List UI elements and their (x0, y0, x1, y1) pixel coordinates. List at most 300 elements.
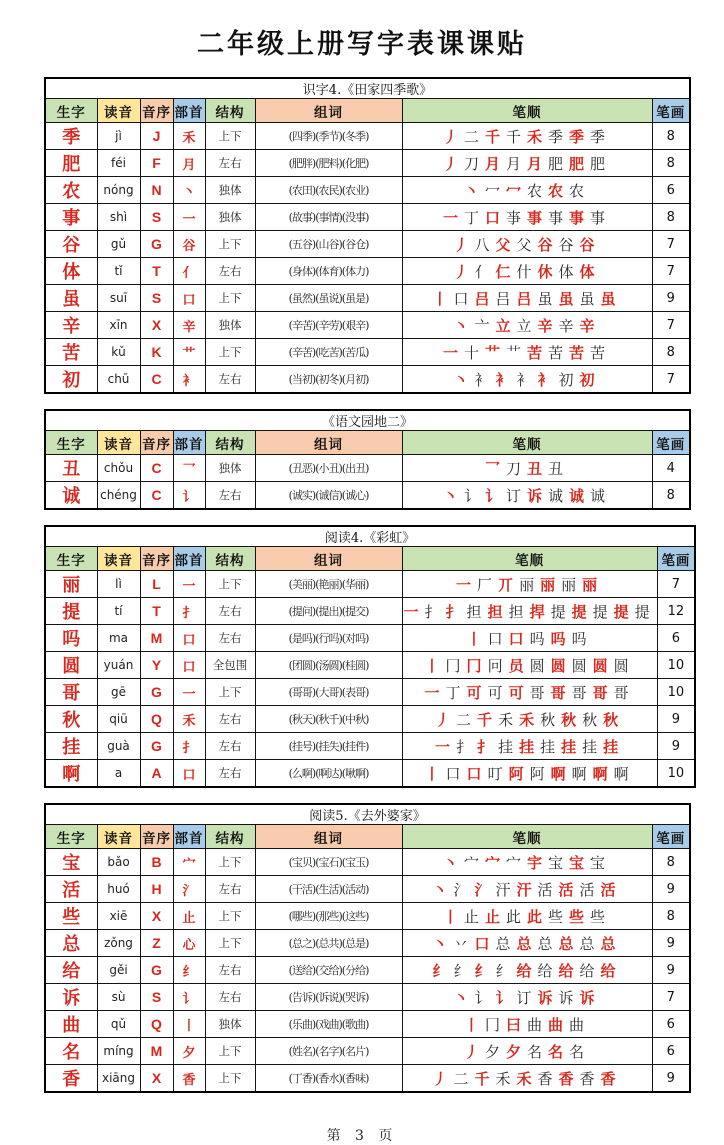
stroke-step: 丶 (432, 880, 454, 899)
stroke-step: 千 (505, 127, 527, 146)
radical-cell: 口 (173, 760, 205, 788)
stroke-step: 亻 (474, 262, 496, 281)
stroke-step: 宝 (590, 853, 612, 872)
stroke-step: 订 (505, 486, 527, 505)
pinyin-cell: gǔ (97, 231, 140, 258)
stroke-step: 千 (484, 127, 506, 146)
words-cell: (诚实)(诚信)(诚心) (255, 482, 402, 510)
stroke-step: 讠 (474, 988, 496, 1007)
stroke-step: 宝 (548, 853, 570, 872)
stroke-step: 十 (463, 343, 485, 362)
initial-cell: K (140, 339, 173, 366)
stroke-step: 初 (558, 370, 580, 389)
initial-cell: X (140, 1065, 173, 1093)
stroke-step: 丿 (432, 1069, 454, 1088)
stroke-step: 农 (569, 181, 591, 200)
column-header: 读音 (97, 825, 140, 849)
structure-cell: 独体 (205, 177, 255, 204)
stroke-order-cell (402, 760, 657, 788)
stroke-step: 丨 (424, 656, 446, 675)
stroke-step: 诉 (537, 988, 559, 1007)
stroke-step: 辛 (537, 316, 559, 335)
character-table (44, 525, 696, 788)
radical-cell: 香 (173, 1065, 205, 1093)
stroke-step: 些 (590, 907, 612, 926)
stroke-step: 丶 (453, 316, 475, 335)
structure-cell: 上下 (205, 930, 255, 957)
char-cell: 秋 (45, 706, 97, 733)
stroke-step: 氵 (474, 880, 496, 899)
structure-cell: 独体 (205, 455, 255, 482)
stroke-step: 冂 (484, 1015, 506, 1034)
char-cell: 肥 (45, 150, 97, 177)
pinyin-cell: shì (97, 204, 140, 231)
words-cell: (哪些)(那些)(这些) (255, 903, 402, 930)
stroke-order-cell (402, 679, 657, 706)
column-header: 笔画 (652, 825, 690, 849)
radical-cell: 一 (173, 204, 205, 231)
stroke-order-cell (402, 652, 657, 679)
stroke-count-cell: 9 (652, 285, 690, 312)
structure-cell: 左右 (205, 876, 255, 903)
table-row (45, 571, 695, 598)
stroke-count-cell: 6 (652, 1011, 690, 1038)
radical-cell: 一 (173, 571, 205, 598)
initial-cell: Q (140, 1011, 173, 1038)
stroke-step: 挂 (519, 737, 541, 756)
initial-cell: C (140, 366, 173, 394)
initial-cell: C (140, 455, 173, 482)
header-row (45, 547, 695, 571)
stroke-count-cell: 8 (652, 150, 690, 177)
stroke-step: 挂 (561, 737, 583, 756)
stroke-step: 体 (558, 262, 580, 281)
stroke-step: 扌 (456, 737, 478, 756)
stroke-step: 捍 (529, 602, 551, 621)
stroke-step: 香 (579, 1069, 601, 1088)
stroke-count-cell: 8 (652, 849, 690, 876)
table-row (45, 930, 690, 957)
initial-cell: B (140, 849, 173, 876)
words-cell: (丑恶)(小丑)(出丑) (255, 455, 402, 482)
stroke-step: 啊 (550, 764, 572, 783)
initial-cell: M (140, 625, 173, 652)
stroke-step: 纟 (474, 961, 496, 980)
table-row (45, 760, 695, 788)
char-cell: 诚 (45, 482, 97, 510)
stroke-count-cell: 7 (657, 571, 695, 598)
stroke-step: 此 (505, 907, 527, 926)
stroke-step: 担 (466, 602, 488, 621)
table-row (45, 957, 690, 984)
stroke-step: 圆 (571, 656, 593, 675)
char-cell: 啊 (45, 760, 97, 788)
stroke-step: 事 (569, 208, 591, 227)
stroke-step: 挂 (498, 737, 520, 756)
stroke-step: 丑 (548, 459, 570, 478)
stroke-order-cell (402, 598, 657, 625)
stroke-step: 冖 (505, 181, 527, 200)
initial-cell: G (140, 957, 173, 984)
char-cell: 事 (45, 204, 97, 231)
stroke-step: 宇 (527, 853, 549, 872)
stroke-step: 担 (508, 602, 530, 621)
stroke-step: 丨 (442, 907, 464, 926)
stroke-order-cell (402, 876, 652, 903)
radical-cell: 口 (173, 625, 205, 652)
words-cell: (干活)(生活)(活动) (255, 876, 402, 903)
page-footer: 第 3 页 (326, 1128, 398, 1144)
words-cell: (哥哥)(大哥)(表哥) (255, 679, 402, 706)
stroke-count-cell: 8 (652, 204, 690, 231)
stroke-order-cell (402, 366, 652, 394)
char-cell: 哥 (45, 679, 97, 706)
structure-cell: 左右 (205, 706, 255, 733)
stroke-step: 讠 (484, 486, 506, 505)
stroke-step: 口 (445, 764, 467, 783)
stroke-step: 衤 (474, 370, 496, 389)
initial-cell: A (140, 760, 173, 788)
structure-cell: 左右 (205, 150, 255, 177)
radical-cell: 口 (173, 285, 205, 312)
stroke-order-cell (402, 930, 652, 957)
stroke-step: 吗 (571, 629, 593, 648)
pinyin-cell: lì (97, 571, 140, 598)
column-header: 笔顺 (402, 547, 657, 571)
stroke-step: 虽 (600, 289, 622, 308)
radical-cell: 心 (173, 930, 205, 957)
stroke-step: 丿 (453, 235, 475, 254)
table-row (45, 231, 690, 258)
stroke-step: 肥 (548, 154, 570, 173)
stroke-step: 吗 (529, 629, 551, 648)
words-cell: (团圆)(汤圆)(桂圆) (255, 652, 402, 679)
stroke-count-cell: 9 (652, 876, 690, 903)
words-cell: (肥胖)(肥料)(化肥) (255, 150, 402, 177)
char-cell: 香 (45, 1065, 97, 1093)
stroke-count-cell: 9 (652, 1065, 690, 1093)
stroke-step: 事 (527, 208, 549, 227)
column-header: 部首 (173, 825, 205, 849)
radical-cell: 宀 (173, 849, 205, 876)
char-cell: 活 (45, 876, 97, 903)
words-cell: (挂号)(挂失)(挂件) (255, 733, 402, 760)
stroke-order-cell (402, 1011, 652, 1038)
stroke-step: 担 (487, 602, 509, 621)
stroke-order-cell (402, 957, 652, 984)
stroke-step: 啊 (571, 764, 593, 783)
stroke-step: 体 (579, 262, 601, 281)
table-row (45, 482, 690, 510)
radical-cell: 纟 (173, 957, 205, 984)
char-cell: 辛 (45, 312, 97, 339)
column-header: 生字 (45, 825, 97, 849)
table-row (45, 285, 690, 312)
header-row (45, 99, 690, 123)
stroke-step: 刀 (463, 154, 485, 173)
structure-cell: 左右 (205, 258, 255, 285)
pinyin-cell: xīn (97, 312, 140, 339)
stroke-count-cell: 8 (652, 123, 690, 150)
pinyin-cell: chéng (97, 482, 140, 510)
pinyin-cell: xiāng (97, 1065, 140, 1093)
structure-cell: 上下 (205, 123, 255, 150)
stroke-step: 纟 (432, 961, 454, 980)
stroke-step: 止 (463, 907, 485, 926)
stroke-step: 苦 (527, 343, 549, 362)
words-cell: (四季)(季节)(冬季) (255, 123, 402, 150)
stroke-step: 禾 (495, 1069, 517, 1088)
radical-cell: 丨 (173, 1011, 205, 1038)
column-header: 部首 (173, 99, 205, 123)
stroke-step: 亊 (505, 208, 527, 227)
structure-cell: 左右 (205, 984, 255, 1011)
stroke-step: 扌 (424, 602, 446, 621)
stroke-step: 秋 (540, 710, 562, 729)
stroke-step: 挂 (582, 737, 604, 756)
column-header: 生字 (45, 431, 97, 455)
table-row (45, 258, 690, 285)
structure-cell: 上下 (205, 231, 255, 258)
stroke-step: 苦 (590, 343, 612, 362)
stroke-count-cell: 7 (652, 258, 690, 285)
stroke-step: 诚 (548, 486, 570, 505)
stroke-step: 丿 (463, 1042, 485, 1061)
table-row (45, 1011, 690, 1038)
header-row (45, 825, 690, 849)
stroke-step: 香 (558, 1069, 580, 1088)
stroke-step: 叮 (487, 764, 509, 783)
pinyin-cell: chǒu (97, 455, 140, 482)
column-header: 结构 (205, 99, 255, 123)
stroke-order-cell (402, 706, 657, 733)
stroke-step: 汗 (516, 880, 538, 899)
initial-cell: Y (140, 652, 173, 679)
stroke-step: 香 (537, 1069, 559, 1088)
stroke-step: 订 (516, 988, 538, 1007)
radical-cell: 口 (173, 652, 205, 679)
table-row (45, 652, 695, 679)
stroke-step: 厂 (477, 575, 499, 594)
column-header: 结构 (205, 431, 255, 455)
stroke-step: 艹 (505, 343, 527, 362)
table-caption: 阅读5.《去外婆家》 (45, 804, 690, 825)
stroke-order-cell (402, 204, 652, 231)
radical-cell: 丶 (173, 177, 205, 204)
stroke-step: 什 (516, 262, 538, 281)
stroke-step: 总 (495, 934, 517, 953)
column-header: 部首 (173, 547, 205, 571)
stroke-step: 哥 (613, 683, 635, 702)
stroke-step: 吗 (550, 629, 572, 648)
stroke-step: 丽 (582, 575, 604, 594)
stroke-step: 给 (579, 961, 601, 980)
stroke-step: 辛 (579, 316, 601, 335)
stroke-step: 宀 (505, 853, 527, 872)
stroke-count-cell: 10 (657, 760, 695, 788)
stroke-step: 衤 (516, 370, 538, 389)
stroke-step: 口 (487, 629, 509, 648)
stroke-step: 哥 (529, 683, 551, 702)
column-header: 结构 (205, 547, 255, 571)
stroke-step: 挂 (540, 737, 562, 756)
stroke-count-cell: 10 (657, 652, 695, 679)
initial-cell: J (140, 123, 173, 150)
stroke-step: 曲 (527, 1015, 549, 1034)
pinyin-cell: jì (97, 123, 140, 150)
stroke-order-cell (402, 285, 652, 312)
stroke-step: 给 (516, 961, 538, 980)
stroke-step: 止 (484, 907, 506, 926)
stroke-step: 一 (456, 575, 478, 594)
pinyin-cell: huó (97, 876, 140, 903)
table-caption: 阅读4.《彩虹》 (45, 526, 695, 547)
table-row (45, 123, 690, 150)
pinyin-cell: xiē (97, 903, 140, 930)
radical-cell: 一 (173, 679, 205, 706)
stroke-count-cell: 6 (652, 1038, 690, 1065)
radical-cell: 谷 (173, 231, 205, 258)
column-header: 笔画 (657, 547, 695, 571)
stroke-count-cell: 7 (652, 984, 690, 1011)
radical-cell: 禾 (173, 123, 205, 150)
stroke-step: 肥 (590, 154, 612, 173)
column-header: 组词 (255, 99, 402, 123)
stroke-step: 给 (600, 961, 622, 980)
stroke-step: 哥 (550, 683, 572, 702)
words-cell: (是吗)(行吗)(对吗) (255, 625, 402, 652)
table-row (45, 903, 690, 930)
words-cell: (丁香)(香水)(香味) (255, 1065, 402, 1093)
stroke-step: 提 (571, 602, 593, 621)
stroke-step: 刀 (505, 459, 527, 478)
initial-cell: S (140, 285, 173, 312)
structure-cell: 上下 (205, 1065, 255, 1093)
stroke-step: 提 (592, 602, 614, 621)
char-cell: 丑 (45, 455, 97, 482)
stroke-step: 禾 (519, 710, 541, 729)
table-caption: 识字4.《田家四季歌》 (45, 78, 690, 99)
pinyin-cell: gē (97, 679, 140, 706)
stroke-step: 圆 (592, 656, 614, 675)
column-header: 笔顺 (402, 99, 652, 123)
stroke-step: 圆 (529, 656, 551, 675)
structure-cell: 左右 (205, 598, 255, 625)
pinyin-cell: qǔ (97, 1011, 140, 1038)
stroke-step: 丨 (432, 289, 454, 308)
stroke-step: 冂 (466, 656, 488, 675)
column-header: 生字 (45, 99, 97, 123)
column-header: 结构 (205, 825, 255, 849)
stroke-step: 夕 (505, 1042, 527, 1061)
stroke-step: 丁 (445, 683, 467, 702)
table-row (45, 598, 695, 625)
column-header: 生字 (45, 547, 97, 571)
initial-cell: C (140, 482, 173, 510)
stroke-step: 衤 (537, 370, 559, 389)
stroke-step: 肥 (569, 154, 591, 173)
initial-cell: G (140, 231, 173, 258)
stroke-step: 虽 (558, 289, 580, 308)
stroke-step: 宀 (463, 853, 485, 872)
stroke-step: 此 (527, 907, 549, 926)
column-header: 部首 (173, 431, 205, 455)
stroke-step: 总 (558, 934, 580, 953)
stroke-step: 名 (548, 1042, 570, 1061)
table-row (45, 706, 695, 733)
stroke-step: 谷 (537, 235, 559, 254)
stroke-step: 乛 (484, 459, 506, 478)
stroke-order-cell (402, 482, 652, 510)
table-row (45, 733, 695, 760)
stroke-step: 千 (474, 1069, 496, 1088)
stroke-step: 禾 (516, 1069, 538, 1088)
stroke-step: 宀 (484, 853, 506, 872)
pinyin-cell: sù (97, 984, 140, 1011)
stroke-step: 活 (600, 880, 622, 899)
initial-cell: T (140, 258, 173, 285)
words-cell: (宝贝)(宝石)(宝玉) (255, 849, 402, 876)
stroke-step: 口 (474, 934, 496, 953)
initial-cell: Z (140, 930, 173, 957)
stroke-step: 季 (569, 127, 591, 146)
char-cell: 诉 (45, 984, 97, 1011)
column-header: 音序 (140, 547, 173, 571)
stroke-count-cell: 6 (657, 625, 695, 652)
radical-cell: 乛 (173, 455, 205, 482)
character-table (44, 803, 691, 1093)
words-cell: (么啊)(啊达)(啾啊) (255, 760, 402, 788)
pinyin-cell: gěi (97, 957, 140, 984)
stroke-step: 给 (558, 961, 580, 980)
stroke-step: 一 (442, 343, 464, 362)
stroke-step: 丿 (435, 710, 457, 729)
char-cell: 吗 (45, 625, 97, 652)
stroke-count-cell: 9 (652, 930, 690, 957)
stroke-step: 苦 (548, 343, 570, 362)
words-cell: (身体)(体育)(体力) (255, 258, 402, 285)
char-cell: 季 (45, 123, 97, 150)
stroke-count-cell: 10 (657, 679, 695, 706)
stroke-step: 啊 (592, 764, 614, 783)
stroke-order-cell (402, 571, 657, 598)
stroke-count-cell: 7 (652, 231, 690, 258)
structure-cell: 上下 (205, 1038, 255, 1065)
initial-cell: X (140, 903, 173, 930)
char-cell: 体 (45, 258, 97, 285)
char-cell: 圆 (45, 652, 97, 679)
stroke-step: 讠 (463, 486, 485, 505)
stroke-order-cell (402, 849, 652, 876)
stroke-step: 农 (527, 181, 549, 200)
initial-cell: G (140, 733, 173, 760)
stroke-step: 名 (527, 1042, 549, 1061)
stroke-step: 辛 (558, 316, 580, 335)
stroke-step: 冖 (484, 181, 506, 200)
stroke-order-cell (402, 984, 652, 1011)
words-cell: (提问)(提出)(提交) (255, 598, 402, 625)
char-cell: 农 (45, 177, 97, 204)
structure-cell: 独体 (205, 204, 255, 231)
stroke-step: 纟 (453, 961, 475, 980)
stroke-step: 纟 (495, 961, 517, 980)
stroke-step: 夕 (484, 1042, 506, 1061)
header-row (45, 431, 690, 455)
stroke-step: 总 (579, 934, 601, 953)
initial-cell: L (140, 571, 173, 598)
char-cell: 挂 (45, 733, 97, 760)
structure-cell: 左右 (205, 482, 255, 510)
